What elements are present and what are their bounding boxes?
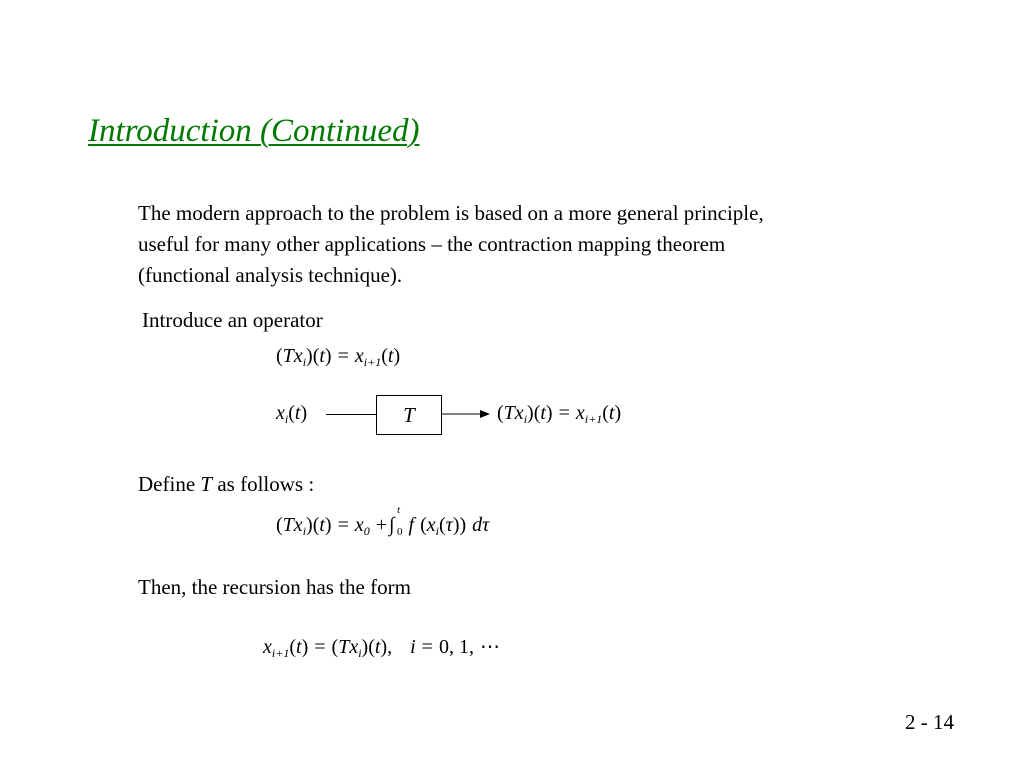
diagram-input-line xyxy=(326,414,376,415)
integral-sign: ∫ t 0 xyxy=(389,504,403,538)
diagram-input-label: $x_i(t)$ xyxy=(276,402,308,426)
paragraph-line: useful for many other applications – the contraction mapping theorem xyxy=(138,232,726,256)
recursion-equation: $x_{i+1}(t) = (Tx_i)(t)$, i = 0, 1, ⋯ xyxy=(263,636,500,660)
paragraph-line: (functional analysis technique). xyxy=(138,263,403,287)
operator-definition-equation: $(Tx_i)(t) = x_{i+1}(t)$ xyxy=(276,345,401,369)
recursion-text: Then, the recursion has the form xyxy=(138,575,411,599)
introduce-operator-text: Introduce an operator xyxy=(142,308,323,332)
operator-integral-equation: $(Tx_i)(t) = x_0$ + ∫ t 0 f $(x_i(\tau))$ dτ xyxy=(276,504,490,538)
define-operator-text: Define T as follows : xyxy=(138,472,315,496)
paragraph-line: The modern approach to the problem is based on a more general principle, xyxy=(138,201,764,225)
page-number: 2 - 14 xyxy=(905,710,954,734)
operator-block: T xyxy=(376,395,442,435)
slide-title: Introduction (Continued) xyxy=(88,113,420,149)
intro-paragraph xyxy=(138,198,938,291)
diagram-output-label: $(Tx_i)(t) = x_{i+1}(t)$ xyxy=(497,402,622,426)
diagram-output-arrow xyxy=(442,408,490,420)
